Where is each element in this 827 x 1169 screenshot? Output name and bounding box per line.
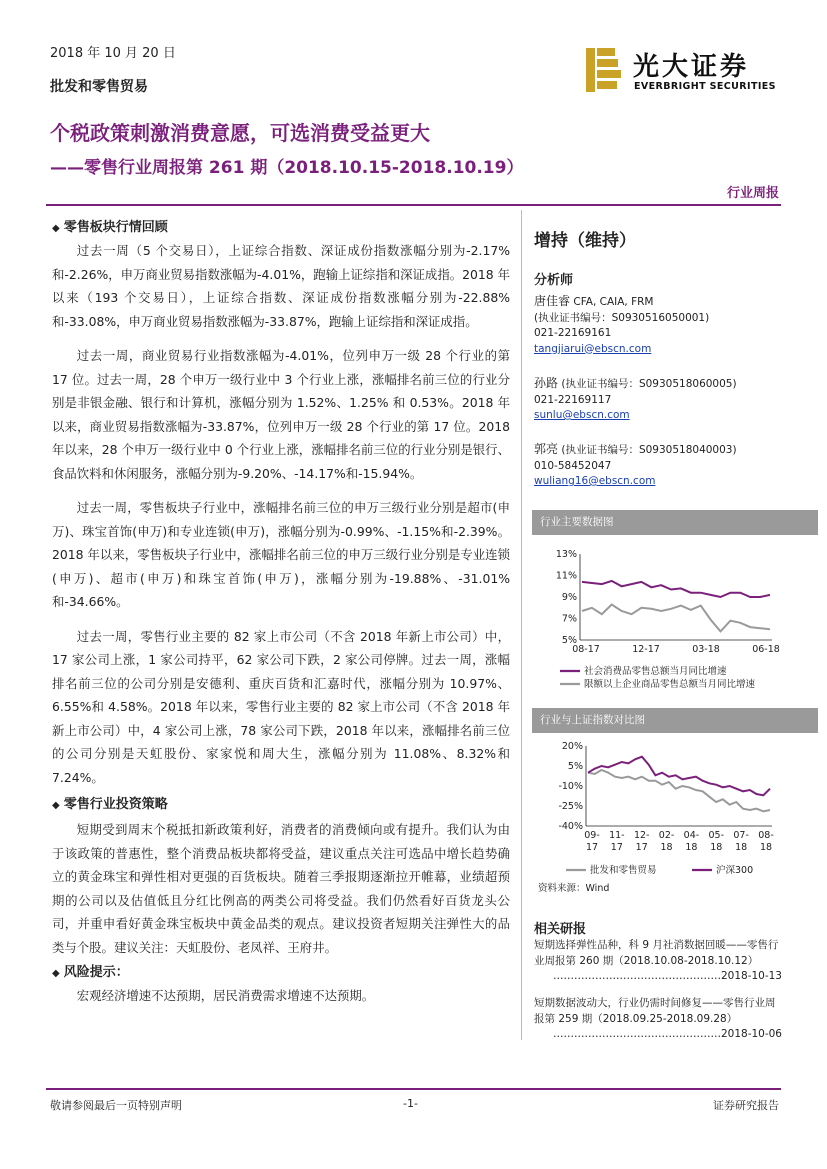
analyst-credentials: CFA, CAIA, FRM bbox=[573, 296, 654, 308]
legend-label: 社会消费品零售总额当月同比增速 bbox=[584, 666, 727, 677]
related-item[interactable] bbox=[534, 938, 782, 985]
x-tick-label: 08- bbox=[758, 830, 774, 841]
x-tick-label: 18 bbox=[660, 842, 673, 853]
related-heading: 相关研报 bbox=[534, 922, 587, 937]
y-tick-label: -10% bbox=[558, 781, 583, 792]
legend-label: 限额以上企业商品零售总额当月同比增速 bbox=[584, 679, 756, 690]
y-tick-label: 13% bbox=[555, 549, 577, 560]
related-title: 短期数据波动大，行业仍需时间修复——零售行业周报第 259 期（2018.09.25-2018.09.28） bbox=[534, 997, 776, 1025]
analyst-name: 郭亮 bbox=[534, 442, 559, 456]
header-divider bbox=[46, 204, 781, 206]
footer-disclaimer: 敬请参阅最后一页特别声明 bbox=[50, 1099, 182, 1112]
x-tick-label: 12-17 bbox=[632, 644, 660, 655]
x-tick-label: 08-17 bbox=[572, 644, 600, 655]
x-tick-label: 17 bbox=[635, 842, 648, 853]
analyst-phone: 010-58452047 bbox=[534, 459, 612, 472]
x-tick-label: 18 bbox=[685, 842, 698, 853]
x-tick-label: 09- bbox=[584, 830, 600, 841]
analyst-phone: 021-22169117 bbox=[534, 393, 612, 406]
y-tick-label: 5% bbox=[561, 635, 577, 646]
chart-1 bbox=[532, 540, 782, 695]
x-tick-label: 06-18 bbox=[752, 644, 780, 655]
y-tick-label: 11% bbox=[555, 570, 577, 582]
analyst-license: (执业证书编号：S0930518040003) bbox=[561, 444, 737, 456]
footer-divider bbox=[46, 1088, 781, 1090]
analyst-card bbox=[534, 376, 737, 424]
chart-source: 资料来源：Wind bbox=[538, 883, 610, 894]
page-title: 个税政策刺激消费意愿，可选消费受益更大 bbox=[50, 121, 430, 145]
y-tick-label: 9% bbox=[561, 592, 577, 603]
chart-1-title: 行业主要数据图 bbox=[532, 510, 818, 535]
x-tick-label: 12- bbox=[633, 830, 650, 841]
paragraph: 短期受到周末个税抵扣新政策利好，消费者的消费倾向或有提升。我们认为由于该政策的普惠性，整个消费品板块都将受益，建议重点关注可选品中增长趋势确立的黄金珠宝和弹性相对更强的百货板块。随着三季报期逐渐拉开帷幕，业绩超预期的公司以及估值低且分红比例高的两类公司将受益。我们仍然看好百货龙头公司，并重申看好黄金珠宝板块中黄金品类的观点。建议投资者短期关注弹性大的品类与个股。建议关注：天虹股份、老凤祥、王府井。 bbox=[52, 822, 510, 955]
y-tick-label: -40% bbox=[558, 821, 583, 832]
paragraph: 过去一周（5 个交易日），上证综合指数、深证成份指数涨幅分别为-2.17%和-2.26%，申万商业贸易指数涨幅为-4.01%，跑输上证综指和深证成指。2018 年以来（193 个交易日），上证综合指数、深证成份指数涨幅分别为-22.88%和-33.08%，申万商业贸易指数涨幅为-33.87%，跑输上证综指和深证成指。 bbox=[52, 243, 510, 329]
y-tick-label: 7% bbox=[561, 613, 577, 625]
related-date: …………………………………………2018-10-13 bbox=[552, 970, 782, 982]
series-line-1 bbox=[582, 581, 770, 597]
analyst-email-link[interactable]: sunlu@ebscn.com bbox=[534, 409, 630, 421]
logo-mark-icon bbox=[582, 45, 626, 97]
logo-text-cn: 光大证券 bbox=[633, 52, 750, 82]
analyst-license: (执业证书编号：S0930516050001) bbox=[534, 311, 710, 324]
analyst-heading: 分析师 bbox=[534, 273, 574, 288]
sector-label: 批发和零售贸易 bbox=[50, 79, 148, 95]
related-date: …………………………………………2018-10-06 bbox=[552, 1028, 782, 1040]
section-heading: ◆ 风险提示： bbox=[52, 965, 129, 980]
section-body bbox=[52, 818, 510, 959]
related-title: 短期选择弹性品种，科 9 月社消数据回暖——零售行业周报第 260 期（2018.10.08-2018.10.12） bbox=[534, 939, 779, 967]
x-tick-label: 05- bbox=[708, 830, 725, 841]
analyst-name: 孙路 bbox=[534, 376, 559, 390]
series-line-2 bbox=[582, 605, 770, 632]
x-tick-label: 07- bbox=[733, 830, 749, 841]
section-heading: ◆ 零售板块行情回顾 bbox=[52, 220, 168, 235]
legend-label: 批发和零售贸易 bbox=[590, 865, 657, 876]
rating: 增持（维持） bbox=[534, 231, 636, 251]
x-tick-label: 18 bbox=[710, 842, 723, 853]
column-divider bbox=[521, 210, 522, 1040]
diamond-bullet-icon: ◆ bbox=[52, 968, 60, 979]
analyst-email-link[interactable]: wuliang16@ebscn.com bbox=[534, 475, 656, 487]
page-subtitle: ——零售行业周报第 261 期（2018.10.15-2018.10.19） bbox=[50, 158, 524, 178]
section-body bbox=[52, 239, 510, 789]
paragraph: 宏观经济增速不达预期，居民消费需求增速不达预期。 bbox=[76, 988, 375, 1003]
chart-2-title: 行业与上证指数对比图 bbox=[532, 708, 818, 733]
paragraph: 过去一周，零售板块子行业中，涨幅排名前三位的申万三级行业分别是超市(申万)、珠宝首饰(申万)和专业连锁(申万)，涨幅分别为-0.99%、-1.15%和-2.39%。2018 年以来，零售板块子行业中，涨幅排名前三位的申万三级行业分别是专业连锁(申万)、超市(申万)和珠宝首饰(申万)，涨幅分别为-19.88%、-31.01%和-34.66%。 bbox=[52, 500, 510, 609]
chart-2 bbox=[532, 738, 782, 903]
diamond-bullet-icon: ◆ bbox=[52, 800, 60, 811]
footer-label: 证券研究报告 bbox=[713, 1099, 779, 1112]
paragraph: 过去一周，商业贸易行业指数涨幅为-4.01%，位列申万一级 28 个行业的第 17 位。过去一周，28 个申万一级行业中 3 个行业上涨，涨幅排名前三位的行业分别是非银金融、银行和计算机，涨幅分别为 1.52%、1.25% 和 0.53%。2018 年以来，商业贸易指数涨幅为-33.87%，位列申万一级 28 个行业的第 17 位。2018 年以来，28 个申万一级行业中 0 个行业上涨，涨幅排名前三位的行业分别是银行、食品饮料和休闲服务，涨幅分别为-9.20%、-14.17%和-15.94%。 bbox=[52, 348, 510, 481]
legend-label: 沪深300 bbox=[716, 865, 754, 876]
report-date: 2018 年 10 月 20 日 bbox=[50, 46, 176, 61]
x-tick-label: 04- bbox=[683, 830, 700, 841]
page-number: -1- bbox=[403, 1097, 418, 1110]
x-tick-label: 02- bbox=[658, 830, 675, 841]
logo-text-en: EVERBRIGHT SECURITIES bbox=[634, 81, 776, 92]
y-tick-label: -25% bbox=[558, 801, 583, 812]
analyst-card bbox=[534, 294, 709, 357]
x-tick-label: 17 bbox=[610, 842, 623, 853]
x-tick-label: 18 bbox=[759, 842, 773, 853]
x-tick-label: 03-18 bbox=[692, 644, 720, 655]
report-type-label: 行业周报 bbox=[726, 186, 779, 201]
section-body bbox=[52, 984, 510, 1008]
main-body bbox=[52, 216, 510, 1019]
y-tick-label: 5% bbox=[567, 761, 583, 772]
x-tick-label: 18 bbox=[735, 842, 748, 853]
analyst-name: 唐佳睿 bbox=[534, 294, 571, 308]
y-tick-label: 20% bbox=[561, 741, 583, 752]
x-tick-label: 11- bbox=[609, 830, 625, 841]
analyst-phone: 021-22169161 bbox=[534, 327, 612, 339]
x-tick-label: 17 bbox=[585, 842, 599, 853]
diamond-bullet-icon: ◆ bbox=[52, 223, 60, 234]
analyst-card bbox=[534, 442, 737, 490]
analyst-license: (执业证书编号：S0930518060005) bbox=[561, 378, 737, 390]
analyst-email-link[interactable]: tangjiarui@ebscn.com bbox=[534, 342, 652, 355]
paragraph: 过去一周，零售行业主要的 82 家上市公司（不含 2018 年新上市公司）中，17 家公司上涨，1 家公司持平，62 家公司下跌，2 家公司停牌。过去一周，涨幅排名前三位的公司分别是安德利、重庆百货和汇嘉时代，涨幅分别为 10.97%、6.55%和 4.58%。2018 年以来，零售行业主要的 82 家上市公司（不含 2018 年新上市公司）中，4 家公司上涨，78 家公司下跌，2018 年以来，涨幅排名前三位的公司分别是天虹股份、家家悦和周大生，涨幅分别为 11.08%、8.32%和 7.24%。 bbox=[52, 628, 510, 785]
related-item[interactable] bbox=[534, 996, 782, 1043]
section-heading: ◆ 零售行业投资策略 bbox=[52, 797, 168, 812]
